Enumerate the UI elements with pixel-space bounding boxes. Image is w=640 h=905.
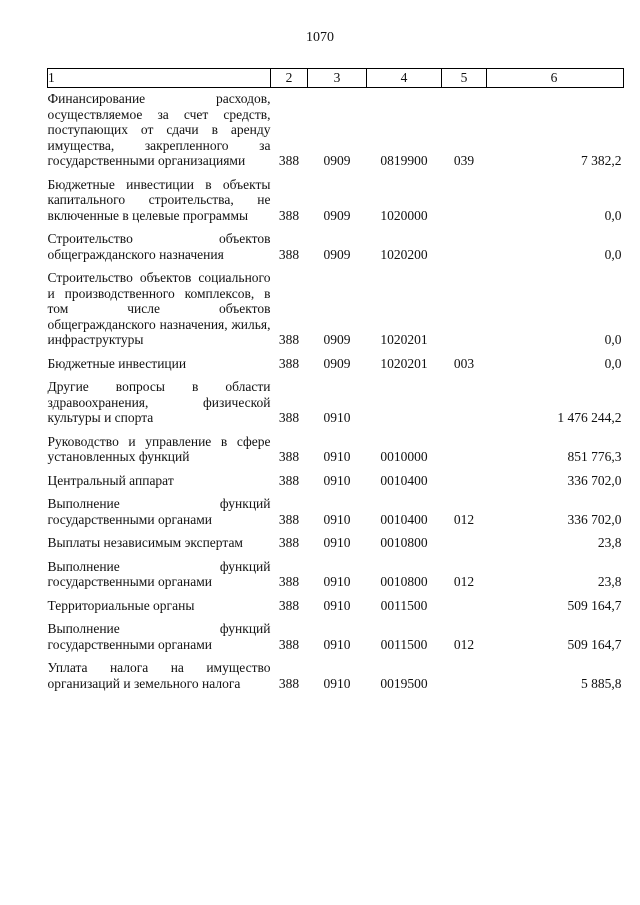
row-name-cell <box>48 88 271 169</box>
row-name-text: Руководство и управление в сфере установленных функций <box>47 433 271 464</box>
table-row <box>48 262 624 348</box>
row-name-cell <box>48 527 271 551</box>
table-row <box>48 426 624 465</box>
row-col-3-cell: 0910 <box>323 675 351 691</box>
table-row <box>48 88 624 169</box>
row-col-3-cell: 0909 <box>323 332 351 347</box>
row-name-text: Бюджетные инвестиции в объекты капитального строительства, не включенные в целевые программы <box>47 176 271 223</box>
row-col-5-cell: 012 <box>453 636 475 652</box>
row-col-3-cell: 0910 <box>323 636 351 652</box>
header-col-3: 3 <box>308 69 367 88</box>
row-col-3-cell: 0909 <box>323 153 351 168</box>
row-name-cell <box>48 371 271 426</box>
row-col-5-cell <box>442 590 487 614</box>
row-col-5-cell: 003 <box>453 355 475 371</box>
row-name-cell <box>48 488 271 527</box>
row-col-5-cell <box>442 169 487 224</box>
row-col-6-cell: 23,8 <box>597 535 622 550</box>
row-col-4-cell: 1020201 <box>380 355 428 371</box>
row-col-2-cell: 388 <box>278 472 300 488</box>
row-name-cell <box>48 169 271 224</box>
row-name-text: Территориальные органы <box>47 597 195 613</box>
row-col-3-cell: 0909 <box>323 207 351 223</box>
row-col-6-cell: 0,0 <box>604 207 622 223</box>
row-col-5-cell <box>442 465 487 489</box>
row-col-3-cell: 0910 <box>323 597 351 613</box>
row-col-6-cell: 1 476 244,2 <box>557 410 622 425</box>
row-col-6-cell: 509 164,7 <box>567 636 622 652</box>
row-name-cell <box>48 652 271 691</box>
row-col-4-cell: 1020200 <box>380 246 428 262</box>
row-col-2-cell: 388 <box>278 449 300 464</box>
row-col-4-cell: 1020201 <box>380 332 428 347</box>
table-row <box>48 613 624 652</box>
row-name-text: Строительство объектов социального и производственного комплексов, в том числе объектов общегражданского назначения, жилья, инфраструктуры <box>47 270 271 347</box>
row-col-2-cell: 388 <box>278 153 300 168</box>
row-col-4-cell: 0011500 <box>380 597 428 613</box>
row-col-3-cell: 0910 <box>323 410 351 425</box>
row-col-6-cell: 509 164,7 <box>567 597 622 613</box>
row-col-2-cell: 388 <box>278 332 300 347</box>
row-col-2-cell: 388 <box>278 410 300 425</box>
row-name-cell <box>48 223 271 262</box>
row-col-6-cell: 0,0 <box>604 355 622 371</box>
row-col-4-cell: 0019500 <box>380 675 428 691</box>
row-name-text: Уплата налога на имущество организаций и земельного налога <box>47 660 271 691</box>
header-col-4: 4 <box>367 69 442 88</box>
table-row <box>48 223 624 262</box>
row-col-4-cell: 0010800 <box>380 535 428 550</box>
table-row <box>48 348 624 372</box>
row-name-cell <box>48 262 271 348</box>
row-name-text: Финансирование расходов, осуществляемое за счет средств, поступающих от сдачи в аренду имущества, закрепленного за государственными организациями <box>47 91 271 168</box>
table-row <box>48 169 624 224</box>
row-col-4-cell: 0819900 <box>380 153 428 168</box>
row-col-4-cell: 0010400 <box>380 472 428 488</box>
row-col-3-cell: 0910 <box>323 472 351 488</box>
row-col-2-cell: 388 <box>278 675 300 691</box>
row-col-6-cell: 23,8 <box>597 574 622 589</box>
row-name-cell <box>48 590 271 614</box>
header-row <box>48 69 624 88</box>
row-col-2-cell: 388 <box>278 511 300 527</box>
header-col-6: 6 <box>487 69 624 88</box>
row-col-4-cell: 1020000 <box>380 207 428 223</box>
row-name-text: Другие вопросы в области здравоохранения, физической культуры и спорта <box>47 379 271 425</box>
row-col-4-cell: 0010000 <box>380 449 428 464</box>
table-body <box>48 88 624 692</box>
row-col-2-cell: 388 <box>278 207 300 223</box>
table-row <box>48 551 624 590</box>
row-name-text: Строительство объектов общегражданского назначения <box>47 231 271 262</box>
row-col-6-cell: 336 702,0 <box>567 511 622 527</box>
row-col-2-cell: 388 <box>278 597 300 613</box>
table-row <box>48 465 624 489</box>
row-col-6-cell: 0,0 <box>604 332 622 347</box>
row-name-cell <box>48 465 271 489</box>
table-row <box>48 488 624 527</box>
row-col-5-cell <box>442 262 487 348</box>
row-col-3-cell: 0910 <box>323 535 351 550</box>
row-col-3-cell: 0910 <box>323 449 351 464</box>
table-row <box>48 652 624 691</box>
page-number: 1070 <box>306 30 334 45</box>
header-col-1: 1 <box>48 69 271 88</box>
row-name-text: Бюджетные инвестиции <box>47 355 187 371</box>
row-col-6-cell: 851 776,3 <box>567 449 622 464</box>
row-col-3-cell: 0910 <box>323 511 351 527</box>
row-name-cell <box>48 426 271 465</box>
row-col-6-cell: 7 382,2 <box>581 153 622 168</box>
header-col-2: 2 <box>271 69 308 88</box>
budget-table <box>47 68 624 691</box>
row-col-4-cell <box>367 371 442 426</box>
row-col-3-cell: 0909 <box>323 246 351 262</box>
row-col-6-cell: 336 702,0 <box>567 472 622 488</box>
row-col-6-cell: 5 885,8 <box>581 675 622 691</box>
row-name-cell <box>48 551 271 590</box>
row-col-5-cell <box>442 223 487 262</box>
row-col-2-cell: 388 <box>278 574 300 589</box>
row-col-5-cell <box>442 652 487 691</box>
row-name-text: Выполнение функций государственными органами <box>47 496 271 527</box>
row-col-5-cell: 012 <box>453 511 475 527</box>
row-name-text: Выполнение функций государственными органами <box>47 558 271 589</box>
row-col-2-cell: 388 <box>278 246 300 262</box>
row-col-6-cell: 0,0 <box>604 246 622 262</box>
table-header <box>48 69 624 88</box>
row-col-4-cell: 0010800 <box>380 574 428 589</box>
row-name-cell <box>48 348 271 372</box>
table-row <box>48 590 624 614</box>
row-name-cell <box>48 613 271 652</box>
row-name-text: Центральный аппарат <box>47 472 174 488</box>
row-col-4-cell: 0011500 <box>380 636 428 652</box>
row-col-2-cell: 388 <box>278 355 300 371</box>
table-row <box>48 527 624 551</box>
table-row <box>48 371 624 426</box>
header-col-5: 5 <box>442 69 487 88</box>
row-col-2-cell: 388 <box>278 636 300 652</box>
row-col-5-cell <box>442 426 487 465</box>
row-col-4-cell: 0010400 <box>380 511 428 527</box>
row-col-2-cell: 388 <box>278 535 300 550</box>
row-col-5-cell: 039 <box>453 153 475 168</box>
row-col-5-cell: 012 <box>453 574 475 589</box>
row-col-3-cell: 0910 <box>323 574 351 589</box>
row-name-text: Выполнение функций государственными органами <box>47 621 271 652</box>
row-col-3-cell: 0909 <box>323 355 351 371</box>
row-name-text: Выплаты независимым экспертам <box>47 535 243 550</box>
row-col-5-cell <box>442 527 487 551</box>
row-col-5-cell <box>442 371 487 426</box>
